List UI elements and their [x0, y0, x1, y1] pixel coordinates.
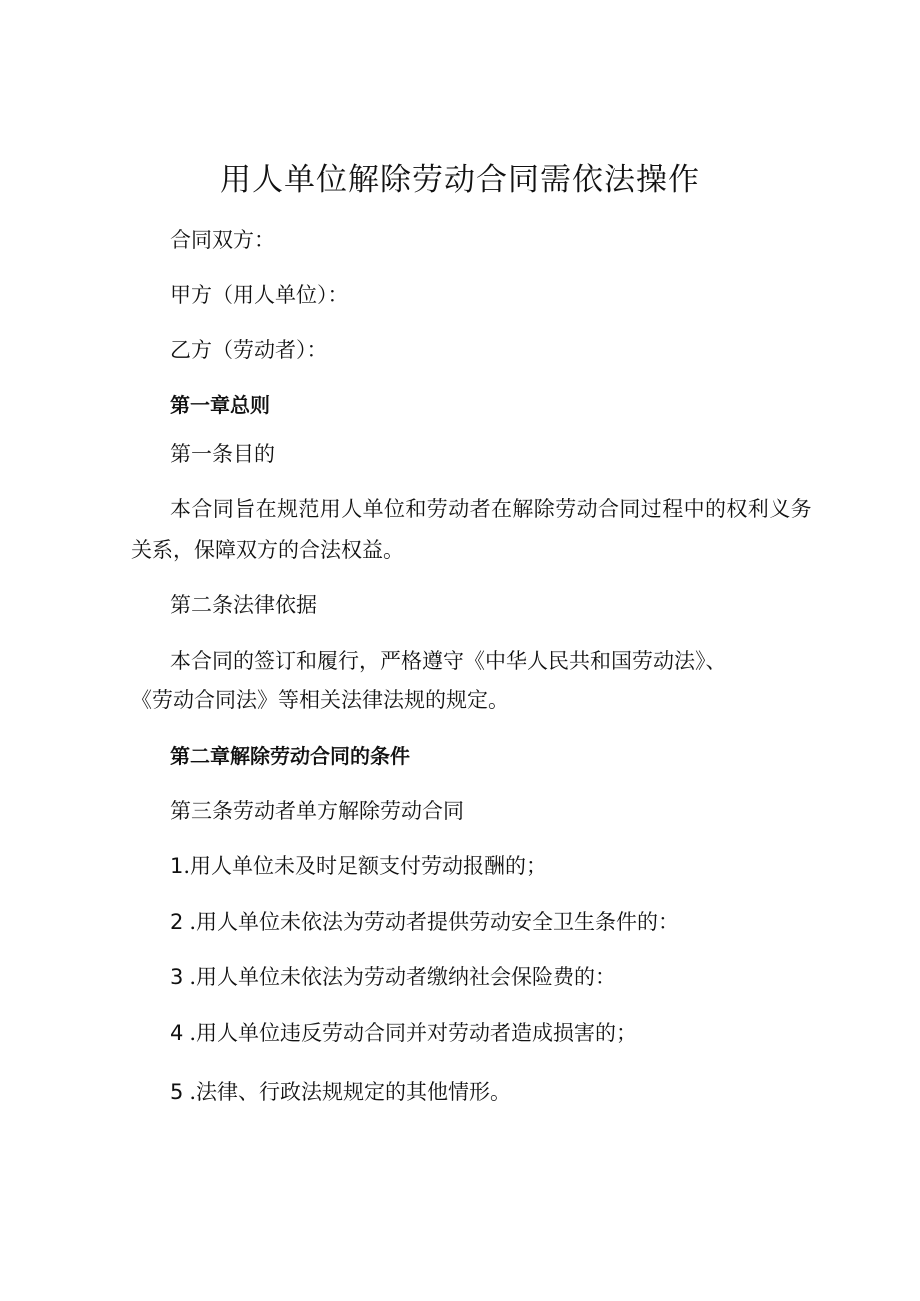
article-2-paragraph-line-2: 《劳动合同法》等相关法律法规的规定。 [131, 688, 509, 712]
list-item [170, 1019, 637, 1047]
list-item-text: .法律、行政法规规定的其他情形。 [189, 1080, 512, 1104]
list-item-number: 3 [170, 965, 184, 989]
article-2-title: 第二条法律依据 [170, 593, 317, 617]
list-item [170, 1078, 511, 1106]
document-title: 用人单位解除劳动合同需依法操作 [220, 162, 700, 198]
list-item [170, 908, 679, 936]
list-item [170, 963, 616, 991]
list-item-text: .用人单位未依法为劳动者缴纳社会保险费的： [189, 965, 617, 989]
list-item-number: 1 [170, 854, 184, 878]
list-item [170, 852, 547, 880]
article-3-title: 第三条劳动者单方解除劳动合同 [170, 799, 464, 823]
list-item-number: 5 [170, 1080, 184, 1104]
chapter-2-heading: 第二章解除劳动合同的条件 [170, 744, 410, 768]
list-item-text: .用人单位未依法为劳动者提供劳动安全卫生条件的： [189, 910, 680, 934]
list-item-text: .用人单位违反劳动合同并对劳动者造成损害的； [189, 1021, 638, 1045]
list-item-number: 4 [170, 1021, 184, 1045]
party-a-label: 甲方（用人单位）： [170, 283, 349, 307]
party-b-label: 乙方（劳动者）： [170, 338, 328, 362]
parties-label: 合同双方： [170, 228, 275, 252]
article-1-title: 第一条目的 [170, 442, 275, 466]
article-1-paragraph-line-2: 关系，保障双方的合法权益。 [131, 538, 404, 562]
article-1-paragraph-line-1: 本合同旨在规范用人单位和劳动者在解除劳动合同过程中的权利义务 [170, 497, 812, 521]
article-2-paragraph-line-1: 本合同的签订和履行，严格遵守《中华人民共和国劳动法》、 [170, 649, 727, 673]
chapter-1-heading: 第一章总则 [170, 393, 270, 417]
list-item-text: .用人单位未及时足额支付劳动报酬的； [183, 854, 548, 878]
list-item-number: 2 [170, 910, 184, 934]
